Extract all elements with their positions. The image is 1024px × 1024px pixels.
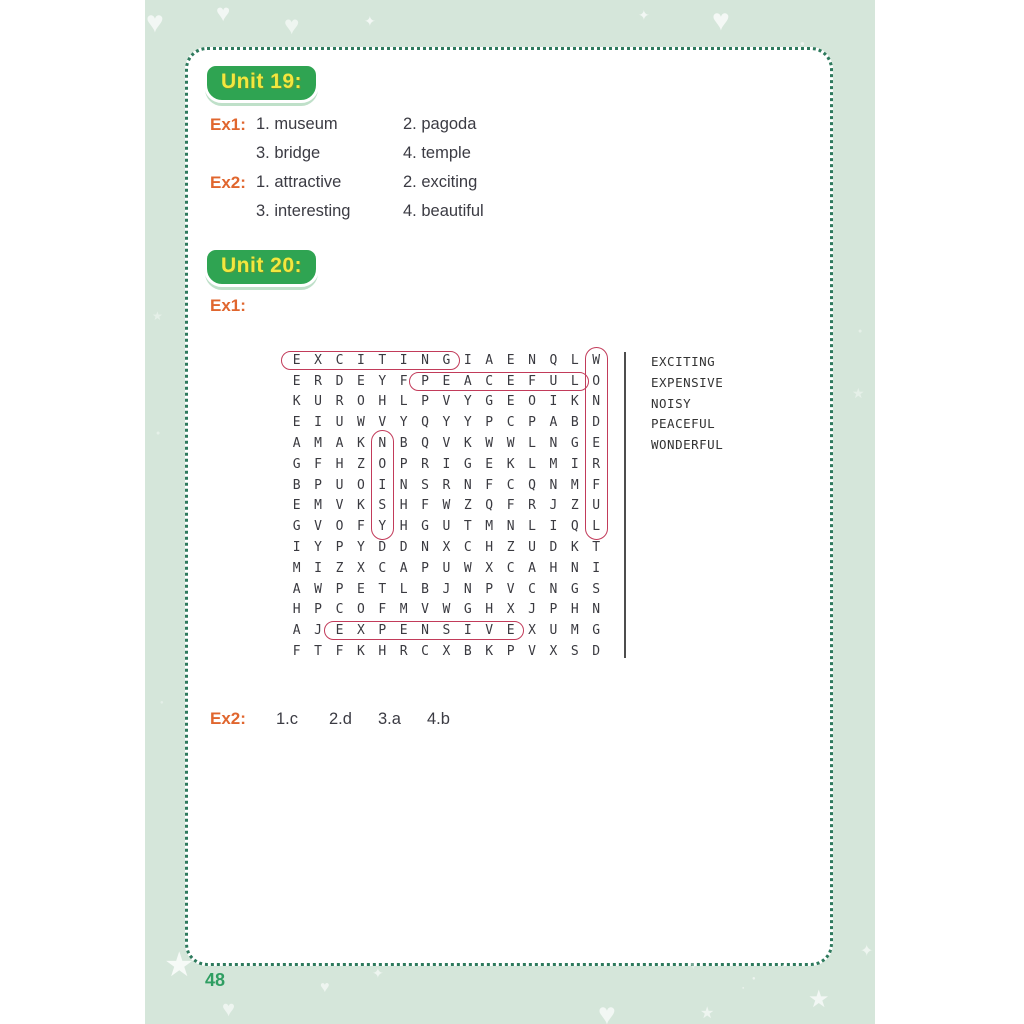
wordsearch-section	[286, 350, 831, 665]
ex2-label: Ex2:	[210, 709, 246, 728]
word-list-item: NOISY	[651, 395, 692, 411]
page-number: 48	[205, 970, 226, 990]
unit-20-ex2-answers	[210, 709, 630, 733]
dot-decoration-icon: ●	[160, 700, 164, 706]
grid-letter: N	[506, 519, 515, 535]
grid-letter: I	[356, 352, 365, 368]
grid-letter: E	[442, 373, 451, 389]
grid-letter: H	[399, 519, 408, 535]
answer-item: 2.d	[329, 710, 352, 728]
grid-letter: U	[528, 540, 536, 556]
unit-20-ex1-label: Ex1:	[210, 296, 246, 315]
grid-letter: P	[314, 602, 322, 618]
grid-letter: I	[314, 415, 322, 431]
grid-letter: F	[378, 602, 387, 618]
grid-letter: N	[549, 581, 558, 597]
grid-letter: H	[292, 602, 301, 618]
grid-letter: B	[463, 644, 472, 660]
grid-letter: C	[506, 415, 515, 431]
grid-letter: B	[292, 477, 301, 493]
grid-letter: L	[570, 352, 579, 368]
grid-letter: W	[592, 352, 601, 368]
grid-letter: S	[442, 623, 451, 639]
grid-letter: M	[314, 436, 322, 452]
grid-letter: G	[421, 519, 429, 535]
grid-letter: P	[378, 623, 387, 639]
grid-letter: E	[335, 623, 344, 639]
answer-item: 3. bridge	[256, 144, 321, 162]
word-list-item: PEACEFUL	[651, 416, 716, 432]
grid-letter: E	[356, 373, 365, 389]
answer-circle-wonderful	[585, 347, 608, 540]
grid-letter: H	[335, 456, 344, 472]
grid-letter: C	[485, 373, 494, 389]
grid-letter: Z	[335, 560, 344, 576]
grid-letter: A	[292, 436, 301, 452]
grid-letter: U	[592, 498, 601, 514]
heart-decoration-icon: ♥	[222, 996, 236, 1021]
grid-letter: N	[592, 394, 601, 410]
grid-letter: N	[549, 436, 558, 452]
grid-letter: V	[528, 644, 536, 660]
grid-letter: Y	[463, 394, 472, 410]
grid-letter: X	[442, 540, 451, 556]
grid-letter: A	[485, 352, 494, 368]
answer-circle-peaceful	[409, 372, 588, 391]
dot-decoration-icon: ●	[742, 985, 745, 990]
grid-letter: R	[528, 498, 536, 514]
heart-decoration-icon: ♥	[712, 4, 730, 37]
grid-letter: C	[506, 477, 515, 493]
grid-letter: G	[592, 623, 601, 639]
grid-letter: N	[421, 540, 429, 556]
grid-letter: V	[378, 415, 387, 431]
grid-letter: M	[485, 519, 494, 535]
grid-letter: D	[592, 415, 601, 431]
grid-letter: Z	[570, 498, 579, 514]
grid-letter: P	[421, 560, 429, 576]
grid-letter: P	[485, 415, 494, 431]
grid-letter: B	[399, 436, 408, 452]
grid-letter: V	[442, 394, 451, 410]
grid-letter: C	[335, 602, 344, 618]
dot-decoration-icon: ●	[800, 39, 805, 48]
grid-letter: I	[570, 456, 579, 472]
grid-letter: W	[463, 560, 472, 576]
grid-letter: X	[314, 352, 322, 368]
star5-decoration-icon: ★	[852, 385, 865, 401]
answer-item: 1. museum	[256, 115, 338, 133]
grid-letter: Y	[356, 540, 365, 556]
grid-letter: Y	[442, 415, 451, 431]
grid-letter: F	[314, 456, 322, 472]
grid-letter: G	[292, 456, 301, 472]
grid-letter: A	[463, 373, 472, 389]
grid-letter: E	[292, 352, 301, 368]
grid-letter: F	[506, 498, 515, 514]
grid-letter: A	[292, 623, 301, 639]
grid-letter: R	[335, 394, 344, 410]
grid-letter: U	[549, 373, 558, 389]
grid-letter: V	[442, 436, 451, 452]
grid-letter: H	[378, 644, 387, 660]
grid-letter: P	[421, 394, 429, 410]
grid-letter: P	[399, 456, 408, 472]
answer-key-page	[185, 47, 833, 966]
grid-letter: F	[421, 498, 429, 514]
word-list-item: EXCITING	[651, 354, 716, 369]
grid-letter: I	[314, 560, 322, 576]
grid-letter: H	[485, 540, 494, 556]
grid-letter: A	[399, 560, 408, 576]
grid-letter: L	[570, 373, 579, 389]
grid-letter: W	[442, 498, 451, 514]
grid-letter: R	[421, 456, 429, 472]
grid-letter: N	[463, 477, 472, 493]
grid-letter: F	[528, 373, 536, 389]
heart-decoration-icon: ♥	[598, 998, 616, 1024]
grid-letter: K	[570, 394, 579, 410]
grid-letter: R	[442, 477, 451, 493]
grid-letter: V	[314, 519, 322, 535]
grid-letter: Q	[528, 477, 536, 493]
word-list-separator-line	[624, 352, 626, 658]
grid-letter: R	[592, 456, 601, 472]
grid-letter: S	[378, 498, 387, 514]
grid-letter: Q	[421, 436, 429, 452]
grid-letter: J	[314, 623, 322, 639]
grid-letter: X	[356, 623, 365, 639]
grid-letter: F	[485, 477, 494, 493]
grid-letter: B	[421, 581, 429, 597]
grid-letter: Q	[570, 519, 579, 535]
grid-letter: K	[356, 498, 365, 514]
grid-letter: O	[356, 394, 365, 410]
word-list-item: EXPENSIVE	[651, 374, 724, 390]
ex1-label: Ex1:	[210, 114, 246, 134]
grid-letter: I	[463, 352, 472, 368]
grid-letter: N	[399, 477, 408, 493]
grid-letter: T	[378, 352, 387, 368]
grid-letter: Z	[506, 540, 515, 556]
grid-letter: T	[314, 644, 322, 660]
grid-letter: I	[463, 623, 472, 639]
star5-decoration-icon: ★	[700, 1005, 715, 1022]
grid-letter: C	[378, 560, 387, 576]
unit-19-answers	[210, 110, 484, 226]
circles-overlay	[286, 350, 608, 662]
star4-decoration-icon: ✦	[860, 943, 874, 960]
grid-letter: P	[335, 581, 344, 597]
grid-letter: F	[292, 644, 301, 660]
grid-letter: C	[528, 581, 536, 597]
grid-letter: K	[463, 436, 472, 452]
grid-letter: P	[528, 415, 536, 431]
grid-letter: R	[399, 644, 408, 660]
grid-letter: S	[592, 581, 601, 597]
grid-letter: P	[421, 373, 429, 389]
grid-letter: U	[335, 477, 344, 493]
answer-circle-noisy	[371, 430, 394, 540]
grid-letter: O	[528, 394, 536, 410]
grid-letter: L	[528, 519, 536, 535]
ex2-label: Ex2:	[210, 172, 246, 192]
grid-letter: L	[592, 519, 601, 535]
dot-decoration-icon: ●	[858, 328, 863, 335]
grid-letter: H	[570, 602, 579, 618]
grid-letter: N	[528, 352, 536, 368]
grid-letter: G	[292, 519, 301, 535]
grid-letter: I	[378, 477, 387, 493]
grid-letter: E	[592, 436, 601, 452]
word-list	[651, 352, 723, 456]
grid-letter: D	[378, 540, 387, 556]
grid-letter: D	[592, 644, 601, 660]
grid-letter: P	[549, 602, 558, 618]
grid-letter: G	[463, 602, 472, 618]
grid-letter: G	[442, 352, 451, 368]
grid-letter: I	[292, 540, 301, 556]
grid-letter: T	[592, 540, 601, 556]
grid-letter: O	[378, 456, 387, 472]
star4-decoration-icon: ✦	[372, 965, 384, 981]
grid-letter: V	[506, 581, 515, 597]
grid-letter: A	[292, 581, 301, 597]
grid-letter: V	[485, 623, 494, 639]
grid-letter: I	[549, 394, 558, 410]
grid-letter: F	[592, 477, 601, 493]
grid-letter: F	[335, 644, 344, 660]
grid-letter: N	[378, 436, 387, 452]
grid-letter: E	[356, 581, 365, 597]
grid-letter: N	[570, 560, 579, 576]
grid-letter: U	[314, 394, 322, 410]
grid-letter: E	[399, 623, 408, 639]
grid-letter: Q	[421, 415, 429, 431]
grid-letter: K	[506, 456, 515, 472]
answer-circle-exciting	[281, 351, 460, 370]
answer-item: 4.b	[427, 710, 450, 728]
grid-letter: M	[314, 498, 322, 514]
answer-item: 2. exciting	[403, 173, 478, 191]
grid-letter: N	[463, 581, 472, 597]
grid-letter: X	[549, 644, 558, 660]
grid-letter: Y	[463, 415, 472, 431]
grid-letter: C	[463, 540, 472, 556]
grid-letter: S	[570, 644, 579, 660]
grid-letter: C	[335, 352, 344, 368]
grid-letter: E	[506, 373, 515, 389]
grid-letter: Y	[314, 540, 322, 556]
heart-decoration-icon: ♥	[688, 953, 699, 973]
grid-letter: W	[442, 602, 451, 618]
grid-letter: D	[335, 373, 344, 389]
grid-letter: N	[421, 352, 429, 368]
grid-letter: U	[335, 415, 344, 431]
unit-20-badge: Unit 20:	[204, 247, 319, 287]
grid-letter: W	[356, 415, 365, 431]
star4-decoration-icon: ✦	[638, 7, 650, 23]
grid-letter: K	[356, 436, 365, 452]
heart-decoration-icon: ♥	[284, 10, 300, 40]
grid-letter: H	[399, 498, 408, 514]
grid-letter: W	[506, 436, 515, 452]
heart-decoration-icon: ♥	[216, 0, 231, 27]
grid-letter: E	[292, 415, 301, 431]
grid-letter: A	[549, 415, 558, 431]
grid-letter: M	[399, 602, 408, 618]
grid-letter: N	[549, 477, 558, 493]
grid-letter: K	[485, 644, 494, 660]
answer-item: 4. temple	[403, 144, 471, 162]
answer-item: 4. beautiful	[403, 202, 484, 220]
grid-letter: B	[570, 415, 579, 431]
grid-letter: E	[506, 394, 515, 410]
grid-letter: P	[314, 477, 322, 493]
grid-letter: L	[399, 394, 408, 410]
grid-letter: O	[356, 477, 365, 493]
grid-letter: I	[549, 519, 558, 535]
answer-item: 3. interesting	[256, 202, 351, 220]
grid-letter: X	[528, 623, 536, 639]
grid-letter: J	[442, 581, 451, 597]
grid-letter: F	[356, 519, 365, 535]
grid-letter: P	[335, 540, 344, 556]
grid-letter: N	[421, 623, 429, 639]
grid-letter: U	[442, 519, 451, 535]
grid-letter: E	[485, 456, 494, 472]
grid-letter: C	[506, 560, 515, 576]
star5-decoration-icon: ★	[152, 309, 163, 323]
answer-item: 3.a	[378, 710, 401, 728]
grid-letter: O	[356, 602, 365, 618]
answer-item: 1. attractive	[256, 173, 342, 191]
grid-letter: O	[592, 373, 601, 389]
star5-decoration-icon: ★	[164, 946, 195, 984]
green-background-panel	[145, 0, 875, 1024]
grid-letter: T	[463, 519, 472, 535]
grid-letter: L	[399, 581, 408, 597]
grid-letter: X	[442, 644, 451, 660]
grid-letter: K	[570, 540, 579, 556]
grid-letter: E	[292, 373, 301, 389]
grid-letter: H	[549, 560, 558, 576]
grid-letter: M	[570, 477, 579, 493]
grid-letter: Y	[378, 373, 387, 389]
grid-letter: I	[592, 560, 601, 576]
grid-letter: X	[506, 602, 515, 618]
answer-circle-expensive	[324, 621, 525, 640]
grid-letter: G	[570, 581, 579, 597]
grid-letter: Q	[549, 352, 558, 368]
answer-item: 1.c	[276, 710, 299, 728]
grid-letter: Q	[485, 498, 494, 514]
grid-letter: F	[399, 373, 408, 389]
grid-letter: S	[421, 477, 429, 493]
star4-decoration-icon: ✦	[364, 13, 376, 29]
grid-letter: I	[442, 456, 451, 472]
grid-letter: J	[549, 498, 558, 514]
grid-letter: H	[485, 602, 494, 618]
grid-letter: C	[421, 644, 429, 660]
grid-letter: L	[528, 436, 536, 452]
grid-letter: Z	[463, 498, 472, 514]
grid-letter: G	[463, 456, 472, 472]
grid-letter: V	[421, 602, 429, 618]
grid-letter: M	[292, 560, 301, 576]
grid-letter: Z	[356, 456, 365, 472]
grid-letter: I	[399, 352, 408, 368]
unit-19-badge: Unit 19:	[204, 63, 319, 103]
grid-letter: J	[528, 602, 536, 618]
grid-letter: E	[506, 623, 515, 639]
grid-letter: A	[335, 436, 344, 452]
grid-letter: Y	[378, 519, 387, 535]
heart-decoration-icon: ♥	[146, 6, 164, 39]
grid-letter: P	[485, 581, 494, 597]
grid-letter: Y	[399, 415, 408, 431]
grid-letter: V	[335, 498, 344, 514]
grid-letter: L	[528, 456, 536, 472]
star5-decoration-icon: ★	[808, 986, 830, 1013]
grid-letter: G	[570, 436, 579, 452]
grid-letter: E	[506, 352, 515, 368]
grid-letter: M	[570, 623, 579, 639]
dot-decoration-icon: ●	[782, 963, 786, 969]
grid-letter: O	[335, 519, 344, 535]
grid-letter: P	[506, 644, 515, 660]
grid-letter: D	[549, 540, 558, 556]
grid-letter: A	[528, 560, 536, 576]
grid-letter: U	[442, 560, 451, 576]
grid-letter: R	[314, 373, 322, 389]
grid-letter: M	[549, 456, 558, 472]
answer-item: 2. pagoda	[403, 115, 477, 133]
grid-letter: X	[356, 560, 365, 576]
grid-letter: U	[549, 623, 558, 639]
grid-letter: H	[378, 394, 387, 410]
dot-decoration-icon: ●	[752, 976, 756, 982]
dot-decoration-icon: ●	[156, 430, 161, 437]
grid-letter: T	[378, 581, 387, 597]
grid-letter: W	[314, 581, 322, 597]
heart-decoration-icon: ♥	[320, 979, 330, 996]
grid-letter: G	[485, 394, 494, 410]
grid-letter: N	[592, 602, 601, 618]
grid-letter: W	[485, 436, 494, 452]
word-list-item: WONDERFUL	[651, 437, 724, 453]
grid-letter: E	[292, 498, 301, 514]
grid-letter: K	[356, 644, 365, 660]
grid-letter: D	[399, 540, 408, 556]
grid-letter: X	[485, 560, 494, 576]
grid-letter: K	[292, 394, 301, 410]
